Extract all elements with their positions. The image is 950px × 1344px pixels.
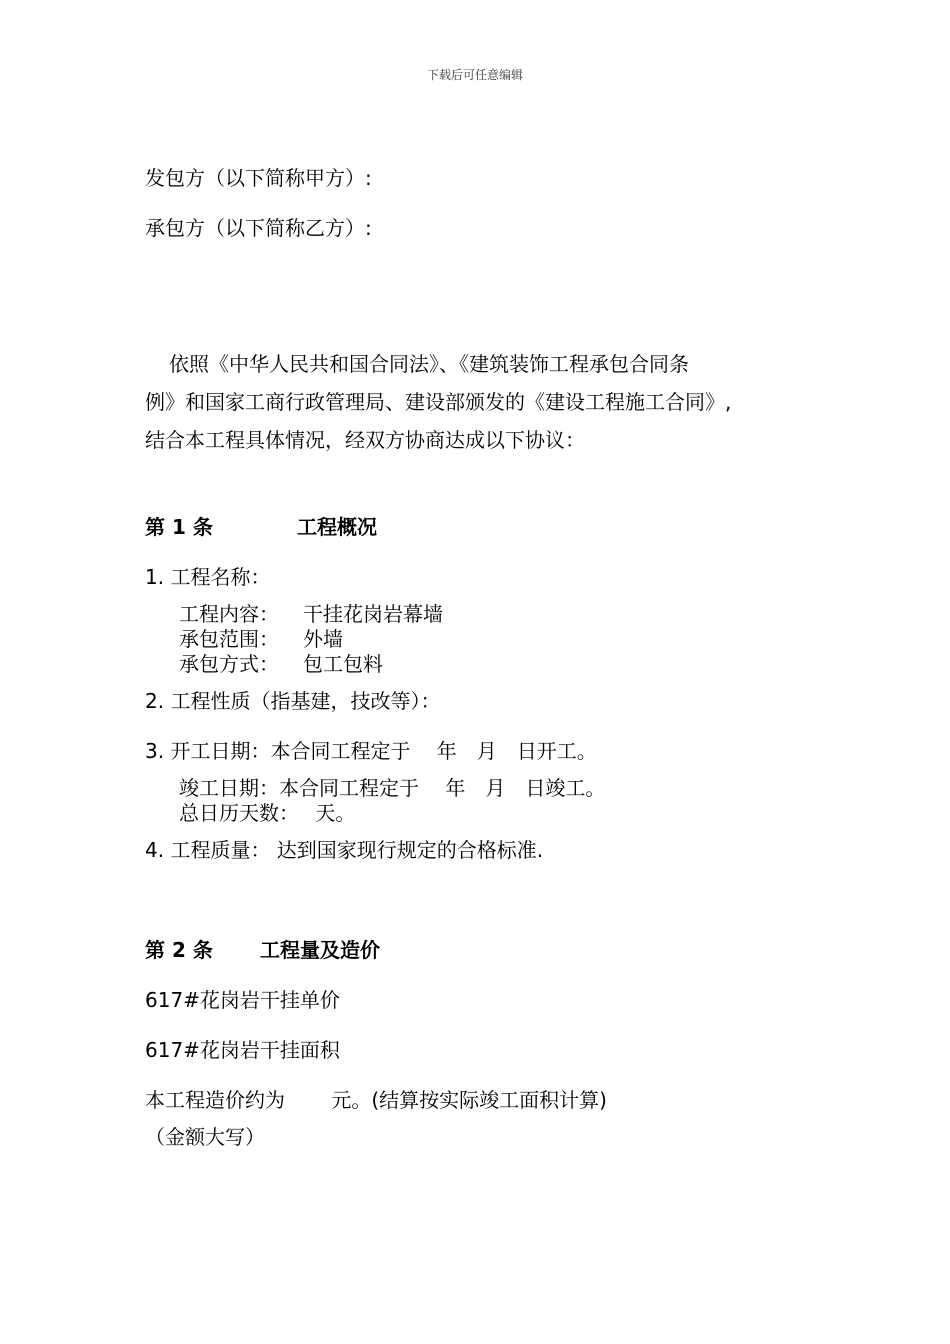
preamble-line-3: 结合本工程具体情况，经双方协商达成以下协议：: [145, 428, 585, 452]
article-1-title: 工程概况: [297, 515, 377, 539]
detail-label: 工程内容：: [179, 602, 279, 626]
total-cost-line: 本工程造价约为 元。(结算按实际竣工面积计算): [145, 1088, 607, 1112]
preamble-line-1: 依照《中华人民共和国合同法》、《建筑装饰工程承包合同条: [169, 352, 689, 376]
party-a-line: 发包方（以下简称甲方）:: [145, 166, 372, 190]
page-header: 下载后可任意编辑: [426, 68, 523, 82]
article-2-title: 工程量及造价: [260, 938, 380, 962]
item-2-nature: 2. 工程性质（指基建，技改等）：: [145, 689, 441, 713]
party-b-line: 承包方（以下简称乙方）:: [145, 216, 372, 240]
article-1-number: 第 1 条: [145, 515, 213, 539]
detail-label: 承包范围：: [179, 627, 279, 651]
detail-value: 包工包料: [303, 652, 383, 676]
preamble-line-2: 例》和国家工商行政管理局、建设部颁发的《建设工程施工合同》,: [145, 390, 732, 414]
detail-row-method: [179, 648, 383, 677]
area-line: 617#花岗岩干挂面积: [145, 1038, 340, 1062]
total-days-line: 总日历天数： 天。: [179, 801, 356, 825]
completion-date-line: 竣工日期：本合同工程定于 年 月 日竣工。: [179, 776, 606, 800]
amount-in-words-line: （金额大写）: [145, 1125, 265, 1149]
item-4-quality: 4. 工程质量： 达到国家现行规定的合格标准.: [145, 838, 544, 862]
detail-value: 外墙: [303, 627, 343, 651]
item-3-start-date: 3. 开工日期：本合同工程定于 年 月 日开工。: [145, 739, 597, 763]
detail-label: 承包方式：: [179, 652, 279, 676]
item-1-project-name: 1. 工程名称：: [145, 565, 271, 589]
unit-price-line: 617#花岗岩干挂单价: [145, 988, 340, 1012]
detail-value: 干挂花岗岩幕墙: [303, 602, 443, 626]
article-2-number: 第 2 条: [145, 938, 213, 962]
